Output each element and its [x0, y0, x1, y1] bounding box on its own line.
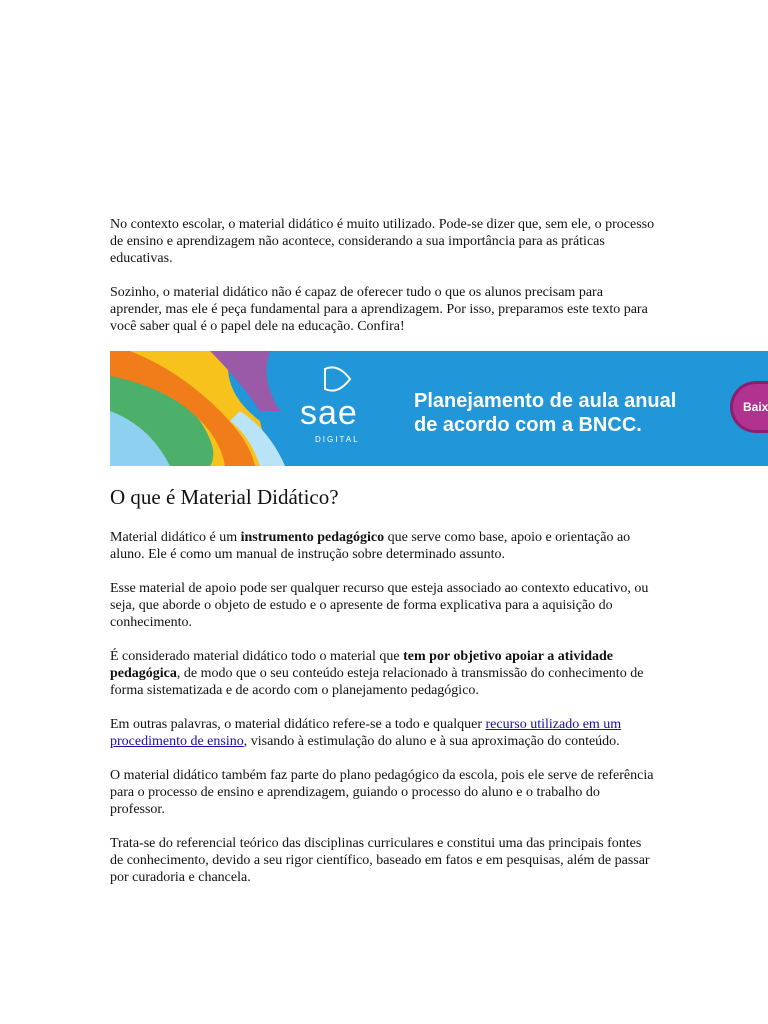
- intro-paragraph-2: Sozinho, o material didático não é capaz de oferecer tudo o que os alunos precisam para aprender, mas ele é peça fundamental para a aprendizagem. Por isso, preparamos este texto para você saber qual é o papel dele na educação. Confira!: [110, 285, 648, 334]
- resource-link[interactable]: recurso utilizado em um procedimento de ensino: [110, 717, 622, 749]
- text-span: , de modo que o seu conteúdo esteja relacionado à transmissão do conhecimento de forma sistematizada e de acordo com o planejamento pedagógico.: [110, 666, 644, 698]
- text-span: É considerado material didático todo o material que: [110, 649, 404, 664]
- bold-text: tem por objetivo apoiar a atividade pedagógica: [110, 649, 613, 681]
- article-section: [110, 484, 658, 903]
- sae-logo-subtitle: DIGITAL: [315, 435, 360, 444]
- bold-text: instrumento pedagógico: [240, 530, 385, 545]
- ad-banner[interactable]: [110, 351, 768, 466]
- sae-logo-icon: [325, 367, 350, 390]
- text-span: Em outras palavras, o material didático refere-se a todo e qualquer: [110, 717, 486, 732]
- paragraph-5: O material didático também faz parte do plano pedagógico da escola, pois ele serve de referência para o processo de ensino e aprendizagem, guiando o processo do aluno e o trabalho do professor.: [110, 768, 654, 817]
- paragraph-4: [110, 716, 658, 750]
- paragraph-2: Esse material de apoio pode ser qualquer recurso que esteja associado ao contexto educativo, ou seja, que aborde o objeto de estudo e o apresente de forma explicativa para a aquisição do conhecimento.: [110, 581, 649, 630]
- text-span: Material didático é um: [110, 530, 241, 545]
- banner-line-2: de acordo com a BNCC.: [414, 414, 642, 436]
- paragraph-3: [110, 648, 658, 699]
- download-button[interactable]: Baix: [733, 384, 768, 430]
- intro-section: [110, 216, 658, 352]
- paragraph-6: Trata-se do referencial teórico das disciplinas curriculares e constitui uma das principais fontes de conhecimento, devido a seu rigor científico, baseado em fatos e em pesquisas, além de passar por curadoria e chancela.: [110, 836, 650, 885]
- sae-logo: sae: [300, 394, 358, 432]
- banner-headline: [414, 389, 734, 437]
- text-span: , visando à estimulação do aluno e à sua aproximação do conteúdo.: [243, 734, 620, 749]
- paragraph-1: [110, 529, 658, 563]
- section-heading: O que é Material Didático?: [110, 485, 339, 509]
- banner-line-1: Planejamento de aula anual: [414, 390, 677, 412]
- text-span: que serve como base, apoio e orientação ao aluno. Ele é como um manual de instrução sobre determinado assunto.: [110, 530, 631, 562]
- intro-paragraph-1: No contexto escolar, o material didático é muito utilizado. Pode-se dizer que, sem ele, o processo de ensino e aprendizagem não acontece, considerando a sua importância para as práticas educativas.: [110, 217, 655, 266]
